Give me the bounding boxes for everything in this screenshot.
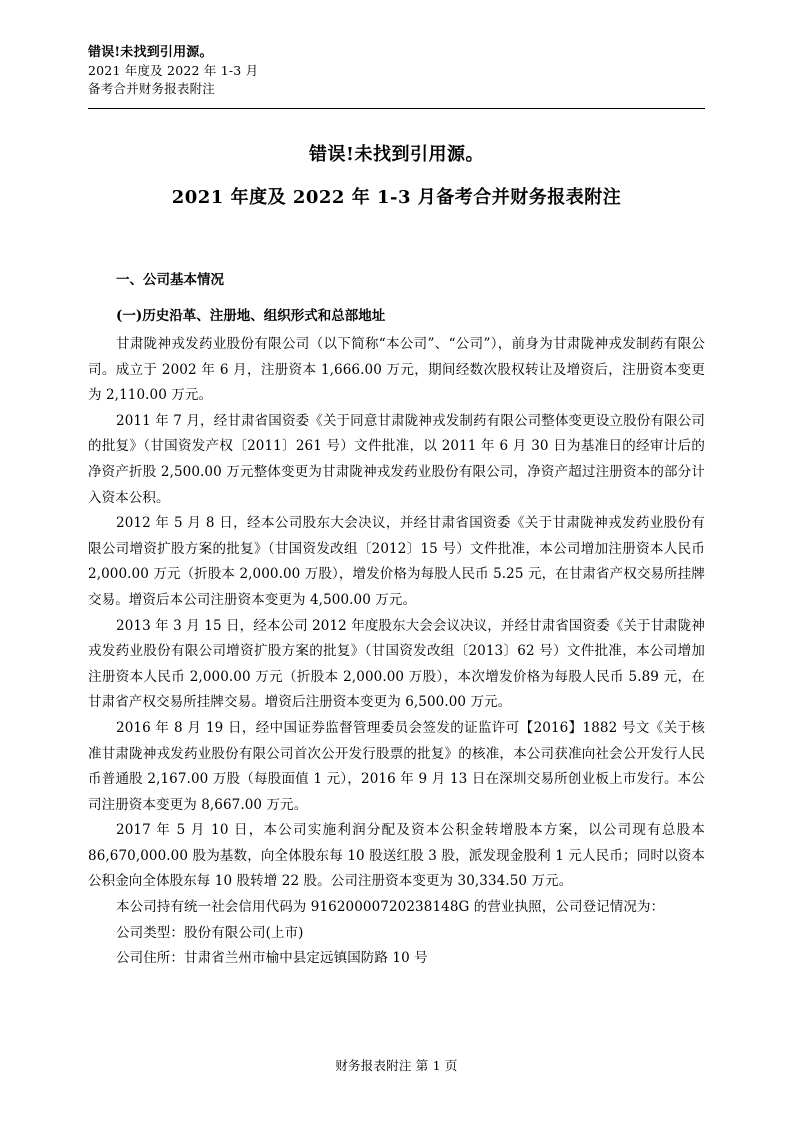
paragraph: 甘肃陇神戎发药业股份有限公司（以下简称“本公司”、“公司”），前身为甘肃陇神戎发制药有限公司。成立于 2002 年 6 月，注册资本 1,666.00 万元，期间经数次股权转让及增资后，注册资本变更为 2,110.00 万元。 bbox=[88, 336, 705, 404]
header-divider bbox=[88, 108, 705, 109]
paragraph: 2013 年 3 月 15 日，经本公司 2012 年度股东大会会议决议，并经甘肃省国资委《关于甘肃陇神戎发药业股份有限公司增资扩股方案的批复》（甘国资发改组〔2013〕62 号）文件批准，本公司增加注册资本人民币 2,000.00 万元（折股本 2,000.00 万股），本次增发价格为每股人民币 5.89 元，在甘肃省产权交易所挂牌交易。增资后注册资本变更为 6,500.00 万元。 bbox=[88, 617, 705, 711]
paragraph: 2016 年 8 月 19 日，经中国证券监督管理委员会签发的证监许可【2016】1882 号文《关于核准甘肃陇神戎发药业股份有限公司首次公开发行股票的批复》的核准，本公司获准向社会公开发行人民币普通股 2,167.00 万股（每股面值 1 元），2016 年 9 月 13 日在深圳交易所创业板上市发行。本公司注册资本变更为 8,667.00 万元。 bbox=[88, 719, 705, 813]
document-title: 错误!未找到引用源。 bbox=[309, 144, 484, 165]
page-header bbox=[88, 44, 705, 98]
document-body bbox=[88, 258, 705, 972]
paragraph: 公司住所：甘肃省兰州市榆中县定远镇国防路 10 号 bbox=[116, 950, 428, 967]
document-subtitle: 2021 年度及 2022 年 1-3 月备考合并财务报表附注 bbox=[171, 187, 622, 208]
header-line-1: 错误!未找到引用源。 bbox=[88, 45, 213, 60]
section-heading-2: (一)历史沿革、注册地、组织形式和总部地址 bbox=[116, 308, 386, 324]
title-block bbox=[88, 140, 705, 214]
section-heading-1: 一、公司基本情况 bbox=[116, 272, 224, 288]
page-content-area bbox=[88, 0, 705, 1122]
paragraph: 2011 年 7 月，经甘肃省国资委《关于同意甘肃陇神戎发制药有限公司整体变更设立股份有限公司的批复》（甘国资发产权〔2011〕261 号）文件批准，以 2011 年 6 月 30 日为基准日的经审计后的净资产折股 2,500.00 万元整体变更为甘肃陇神戎发药业股份有限公司，净资产超过注册资本的部分计入资本公积。 bbox=[88, 412, 705, 506]
paragraph: 公司类型：股份有限公司(上市) bbox=[116, 924, 304, 941]
header-line-2: 2021 年度及 2022 年 1-3 月 bbox=[88, 63, 259, 78]
paragraph: 2017 年 5 月 10 日，本公司实施利润分配及资本公积金转增股本方案，以公司现有总股本 86,670,000.00 股为基数，向全体股东每 10 股送红股 3 股，派发现金股利 1 元人民币；同时以资本公积金向全体股东每 10 股转增 22 股。公司注册资本变更为 30,334.50 万元。 bbox=[88, 822, 705, 890]
header-line-3: 备考合并财务报表附注 bbox=[88, 81, 216, 96]
page-footer: 财务报表附注 第 1 页 bbox=[335, 1058, 458, 1073]
paragraph: 本公司持有统一社会信用代码为 91620000720238148G 的营业执照，公司登记情况为： bbox=[116, 899, 665, 916]
paragraph: 2012 年 5 月 8 日，经本公司股东大会决议，并经甘肃省国资委《关于甘肃陇神戎发药业股份有限公司增资扩股方案的批复》（甘国资发改组〔2012〕15 号）文件批准，本公司增加注册资本人民币 2,000.00 万元（折股本 2,000.00 万股），增发价格为每股人民币 5.25 元，在甘肃省产权交易所挂牌交易。增资后本公司注册资本变更为 4,500.00 万元。 bbox=[88, 515, 705, 608]
